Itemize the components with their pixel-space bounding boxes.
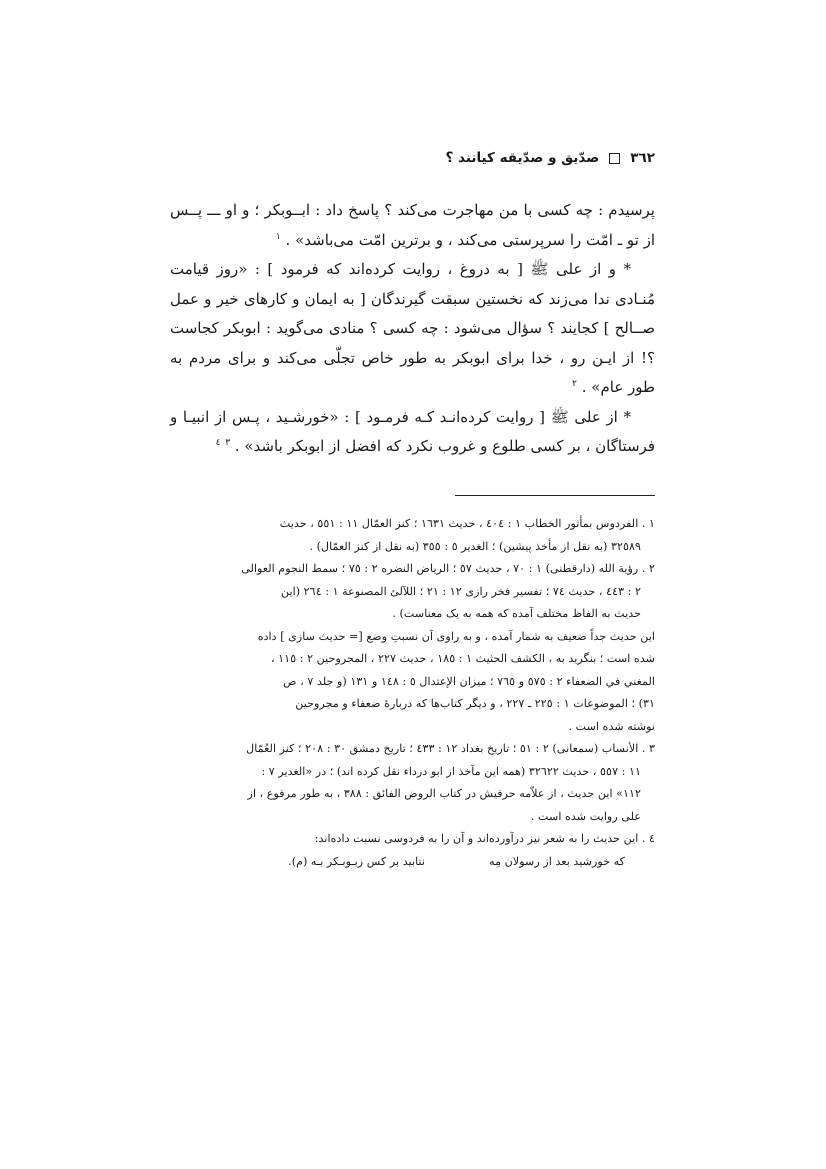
body-line: پرسيدم : چه كسى با من مهاجرت مى‌كند ؟ پاسخ داد : ابــوبكر ؛ و او ـــ پــس از (170, 201, 655, 249)
body-line: * و از على ﷺ [ به دروغ ، روايت كرده‌اند كه فرمود ] : «روز قيامت مُنـادى (170, 260, 655, 308)
footnote-line: حديث به الفاظ مختلف آمده كه همه به يک معناست) . (392, 607, 641, 620)
footnote-line: ١١ : ٥٥٧ ، حديث ٣٢٦٢٢ (همه اين مآخذ از ابو درداء نقل كرده اند) ؛ در «الغدير ٧ : (261, 764, 641, 778)
verse-hemistich-1: كه خورشيد بعد از رسولان مِه (489, 854, 625, 868)
verse-hemistich-2: نتابيد بر كس زبـوبـكر بـه (م). (288, 854, 425, 868)
footnote-line: ٣ . الأنساب (سمعانى) ٢ : ٥١ ؛ تاريخ بغداد ١٢ : ٤٣٣ ؛ تاريخ دمشق ٣٠ : ٢٠٨ ؛ كنز العُمّال (246, 742, 655, 755)
body-line: فرستاگان ، بر كسى طلوع و غروب نكرد كه افضل از ابوبكر باشد» . (230, 437, 655, 455)
footnote-line: ٢ : ٤٤٣ ، حديث ٧٤ ؛ تفسير فخر رازى ١٢ : ٢١ ؛ اللآلئ المصنوعة ١ : ٢٦٤ (اين (281, 584, 641, 598)
footnote-ref: ٢ (572, 379, 577, 389)
footnote-line: اين حديث جداً ضعيف به شمار آمده ، و به راوى آن نسبتِ وضع [= حديث سازى ] داده (257, 629, 655, 643)
page-number: ٣٦٢ (630, 150, 655, 166)
footnote-line: ١ . الفردوس بمأثور الخطاب ١ : ٤٠٤ ، حديث ١٦٣١ ؛ كنز العمّال ١١ : ٥٥١ ، حديث (279, 517, 655, 530)
footnote-ref: ٣ (225, 438, 231, 448)
paragraph-2 (170, 255, 655, 403)
footnote-4 (170, 828, 655, 873)
paragraph-3 (170, 403, 655, 462)
paragraph-1 (170, 196, 655, 255)
footnote-separator (455, 495, 655, 496)
footnote-line: ٢ . رؤية الله (دارقطنى) ١ : ٧٠ ، حديث ٥٧ ؛ الرياض النضره ٢ : ٧٥ ؛ سمط النجوم العوالى (241, 562, 655, 575)
chapter-title: صدّيق و صدّيقه كيانند ؟ (445, 150, 600, 166)
body-line: تو ـ امّت را سرپرستى مى‌كند ، و برترين امّت مى‌باشد» . (280, 230, 639, 249)
footnote-ref: ٤ (215, 438, 221, 448)
body-line: رو ، خدا براى ابوبكر به طور خاص تجلّى مى‌كند و براى مردم به طور عام» . (170, 348, 655, 396)
footnote-line: شده است ؛ بنگريد به ، الكشف الحثيث ١ : ١٨٥ ، حديث ٢٢٧ ، المجروحين ٢ : ١١٥ ، (271, 652, 655, 665)
footnote-line: ١١٢» اين حديث ، از علاّمه حرفيش در كتاب الروض الفائق : ٣٨٨ ، به طور مرفوع ، از (247, 787, 641, 800)
footnote-2 (170, 558, 655, 626)
main-text (170, 196, 655, 462)
footnote-line: ٣١) ؛ الموضوعات ١ : ٢٢٥ ـ ٢٢٧ ، و ديگر كتاب‌ها كه دربارهٔ ضعفاء و مجروحين (295, 697, 655, 710)
body-line: * از على ﷺ [ روايت كرده‌انـد كـه فرمـود ] : «خورشـيد ، پـس از انبيـا و (170, 407, 631, 426)
footnote-line: ٤ . اين حديث را به شعر نيز درآورده‌اند و آن را به فردوسى نسبت داده‌اند: (314, 832, 655, 845)
footnote-3 (170, 738, 655, 828)
footnote-line: ٣٢٥٨٩ (به نقل از مأخذ پيشين) ؛ الغدير ٥ : ٣٥٥ (به نقل از كنز العمّال) . (309, 539, 641, 553)
square-ornament-icon (609, 153, 620, 164)
footnote-ref: ١ (275, 231, 281, 242)
running-header (170, 150, 655, 166)
footnote-2-note (170, 626, 655, 739)
footnote-line: المغني في الضعفاء ٢ : ٥٧٥ و ٧٦٥ ؛ ميزان الإعتدال ٥ : ١٤٨ و ١٣١ (و جلد ٧ ، ص (283, 674, 655, 688)
footnote-1 (170, 513, 655, 558)
verse (170, 851, 655, 874)
footnote-line: نوشته شده است . (568, 719, 655, 733)
body-line: ندا مى‌زند كه نخستين سبقت گيرندگان [ به ايمان و كارهاى خير و عمل صــالح ] (170, 289, 655, 337)
footnote-line: على روايت شده است . (530, 809, 641, 823)
body-line: كجايند ؟ سؤال مى‌شود : چه كسى ؟ منادى مى‌گويد : ابوبكر كجاست ؟! از ايـن (170, 319, 655, 367)
footnotes (170, 513, 655, 873)
